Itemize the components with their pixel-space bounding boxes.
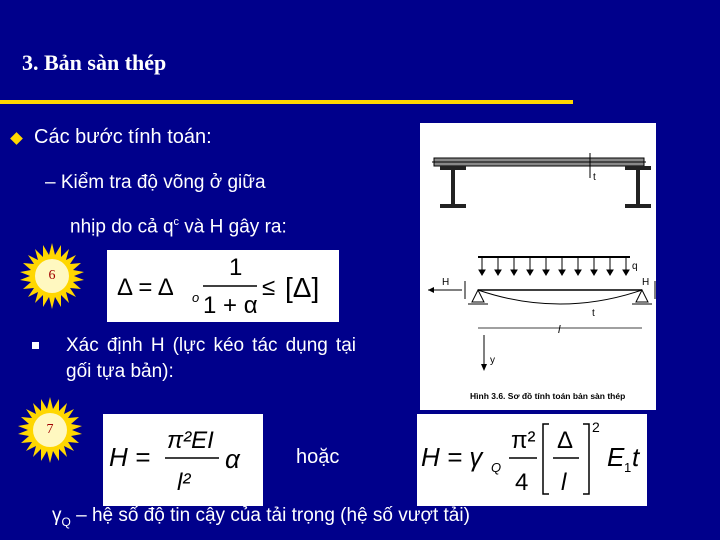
right-i-beam [625,166,651,208]
f1-lhs: Δ = Δ [117,274,174,301]
arrow-left-icon [428,287,434,293]
label-t-mid: t [592,308,595,319]
superscript-c: c [173,216,180,228]
f3-t: t [632,442,640,472]
f1-relation: ≤ [262,274,276,301]
label-l: l [558,324,561,336]
f1-numerator: 1 [229,254,243,281]
f3-exponent: 2 [592,419,600,435]
f3-tail: E [607,442,625,472]
formula-h-euler [103,414,263,506]
left-i-beam [440,166,466,208]
label-h-left: H [442,277,450,288]
f3-inner-num: Δ [557,427,574,454]
f3-lhs: H = γ [421,442,483,472]
step-6-badge [17,241,87,311]
label-h-right: H [642,277,650,288]
bullet-determine-h: Xác định H (lực kéo tác dụng tại gối tựa bản): [66,335,356,382]
formula-deflection-check [107,250,339,322]
gamma-definition [52,505,470,529]
f2-denominator: l² [177,469,191,496]
title-underline [0,100,573,104]
deflected-shape [478,290,642,304]
f3-sub-q: Q [491,460,502,475]
f3-frac-den: 4 [515,469,529,496]
f2-lhs: H = [109,442,151,472]
label-q: q [632,261,638,272]
f1-rhs: [Δ] [285,272,320,303]
f3-left-bracket [543,424,549,494]
step-7-number: 7 [46,422,54,437]
square-bullet-icon [32,342,39,349]
diamond-bullet-icon [10,132,23,145]
slab-diagram [420,123,656,410]
f3-inner-den: l [561,469,567,496]
bullet-steps: Các bước tính toán: [34,126,212,148]
label-y: y [490,355,495,366]
f1-sub-o: o [192,290,200,305]
load-arrows [479,258,629,275]
formula-h-deflection [417,414,647,506]
load-line [478,256,630,258]
f3-frac-num: π² [511,427,536,454]
f3-tail-sub: 1 [624,460,632,475]
f2-alpha: α [225,444,240,474]
gamma-subscript: Q [61,514,71,529]
label-t-top: t [593,172,596,183]
gamma-text: – hệ số độ tin cậy của tải trọng (hệ số vượt tải) [70,505,470,526]
sub-bullet-deflection-line1: – Kiểm tra độ võng ở giữa [45,172,266,193]
f2-numerator: π²EI [167,427,214,454]
arrow-down-icon [481,364,487,371]
gamma-symbol: γ [52,505,62,526]
deflection-text-pre: nhịp do cả q [70,216,174,238]
step-7-badge [15,395,85,465]
or-label: hoặc [296,446,340,468]
step-6-number: 6 [48,268,56,283]
deflection-text-post: và H gây ra: [179,216,287,238]
f3-right-bracket [583,424,589,494]
slide-title: 3. Bản sàn thép [22,50,167,75]
sub-bullet-deflection-line2 [70,216,287,238]
diagram-caption: Hình 3.6. Sơ đồ tính toán bản sàn thép [470,391,626,401]
f1-denominator: 1 + α [203,292,258,319]
